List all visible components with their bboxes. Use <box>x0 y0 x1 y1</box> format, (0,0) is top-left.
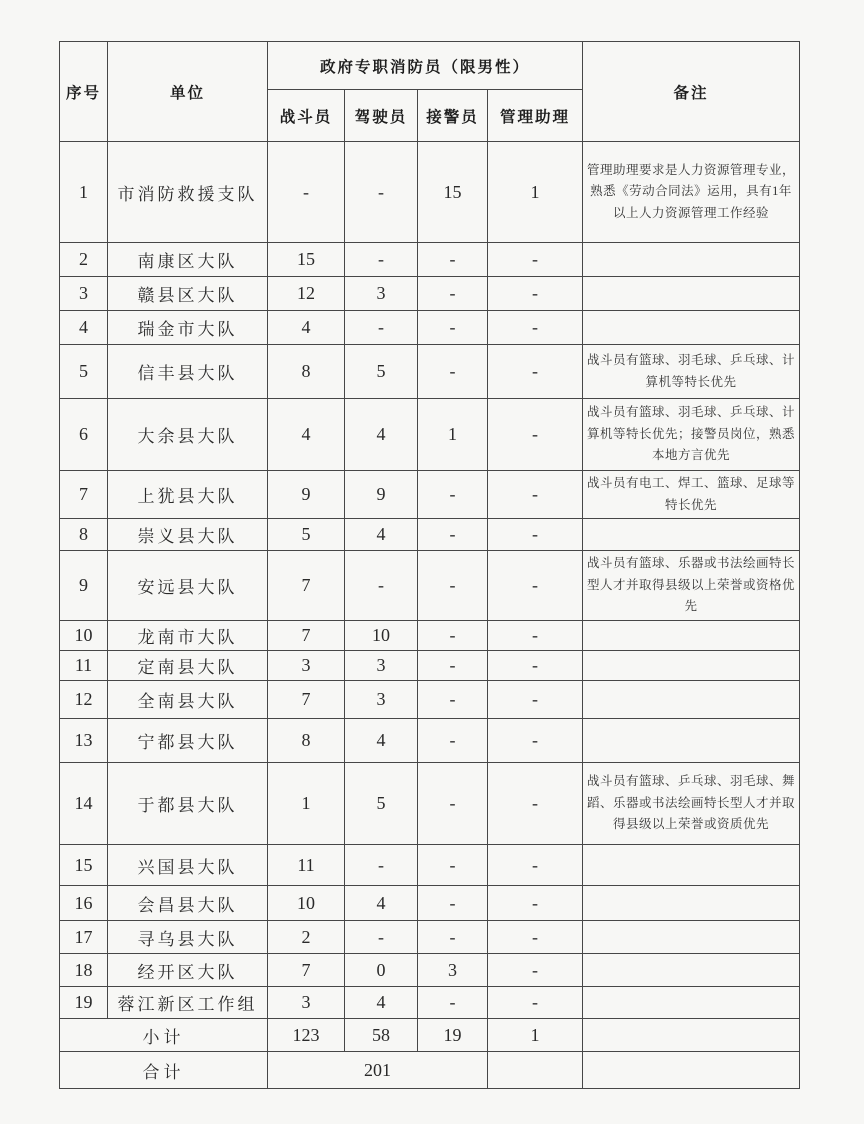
cell-unit: 于都县大队 <box>108 763 268 845</box>
cell-serial: 7 <box>60 471 108 519</box>
cell-unit: 寻乌县大队 <box>108 921 268 954</box>
cell-serial: 10 <box>60 621 108 651</box>
cell-remark <box>583 719 800 763</box>
cell-driver: 10 <box>345 621 418 651</box>
cell-assistant: - <box>488 845 583 886</box>
cell-driver: 4 <box>345 987 418 1019</box>
cell-driver: 4 <box>345 519 418 551</box>
cell-dispatcher: - <box>418 763 488 845</box>
cell-combatant: 4 <box>268 311 345 345</box>
cell-unit: 赣县区大队 <box>108 277 268 311</box>
cell-unit: 上犹县大队 <box>108 471 268 519</box>
header-group-title: 政府专职消防员（限男性） <box>268 42 583 90</box>
table-row <box>60 987 800 1019</box>
cell-remark: 战斗员有电工、焊工、篮球、足球等特长优先 <box>583 471 800 519</box>
table-row <box>60 345 800 399</box>
table-row <box>60 681 800 719</box>
cell-driver: 4 <box>345 719 418 763</box>
cell-unit: 会昌县大队 <box>108 886 268 921</box>
cell-dispatcher: - <box>418 921 488 954</box>
cell-unit: 市消防救援支队 <box>108 142 268 243</box>
cell-assistant: - <box>488 651 583 681</box>
cell-remark <box>583 987 800 1019</box>
cell-driver: 9 <box>345 471 418 519</box>
cell-serial: 17 <box>60 921 108 954</box>
cell-driver: 0 <box>345 954 418 987</box>
cell-serial: 14 <box>60 763 108 845</box>
cell-unit: 龙南市大队 <box>108 621 268 651</box>
cell-driver: - <box>345 921 418 954</box>
cell-assistant: - <box>488 954 583 987</box>
table-row <box>60 621 800 651</box>
cell-dispatcher: - <box>418 621 488 651</box>
cell-dispatcher: 1 <box>418 399 488 471</box>
cell-dispatcher: - <box>418 681 488 719</box>
cell-serial: 1 <box>60 142 108 243</box>
firefighter-recruitment-quota-table <box>59 41 800 1089</box>
subtotal-driver: 58 <box>345 1019 418 1052</box>
header-assistant: 管理助理 <box>488 90 583 142</box>
total-value: 201 <box>268 1052 488 1089</box>
cell-unit: 安远县大队 <box>108 551 268 621</box>
cell-dispatcher: - <box>418 987 488 1019</box>
cell-driver: 4 <box>345 886 418 921</box>
cell-combatant: 8 <box>268 345 345 399</box>
subtotal-combatant: 123 <box>268 1019 345 1052</box>
cell-driver: - <box>345 311 418 345</box>
cell-serial: 8 <box>60 519 108 551</box>
cell-remark <box>583 921 800 954</box>
cell-assistant: - <box>488 243 583 277</box>
cell-assistant: - <box>488 886 583 921</box>
cell-combatant: 7 <box>268 551 345 621</box>
cell-assistant: - <box>488 311 583 345</box>
cell-serial: 15 <box>60 845 108 886</box>
cell-driver: - <box>345 142 418 243</box>
cell-combatant: 12 <box>268 277 345 311</box>
cell-combatant: 3 <box>268 651 345 681</box>
cell-serial: 11 <box>60 651 108 681</box>
cell-driver: 5 <box>345 345 418 399</box>
cell-dispatcher: - <box>418 519 488 551</box>
cell-dispatcher: - <box>418 845 488 886</box>
cell-combatant: 4 <box>268 399 345 471</box>
cell-remark <box>583 519 800 551</box>
table-row <box>60 763 800 845</box>
cell-combatant: 7 <box>268 621 345 651</box>
table-row <box>60 886 800 921</box>
cell-dispatcher: - <box>418 886 488 921</box>
cell-serial: 2 <box>60 243 108 277</box>
header-driver: 驾驶员 <box>345 90 418 142</box>
cell-combatant: 15 <box>268 243 345 277</box>
header-serial: 序号 <box>60 42 108 142</box>
table-row <box>60 311 800 345</box>
cell-combatant: - <box>268 142 345 243</box>
table-row <box>60 243 800 277</box>
cell-assistant: - <box>488 519 583 551</box>
cell-remark: 战斗员有篮球、羽毛球、乒乓球、计算机等特长优先；接警员岗位，熟悉本地方言优先 <box>583 399 800 471</box>
subtotal-remark <box>583 1019 800 1052</box>
cell-remark <box>583 845 800 886</box>
cell-driver: - <box>345 243 418 277</box>
cell-unit: 瑞金市大队 <box>108 311 268 345</box>
table-header <box>60 42 800 142</box>
cell-assistant: - <box>488 621 583 651</box>
cell-assistant: - <box>488 551 583 621</box>
cell-remark <box>583 681 800 719</box>
cell-unit: 信丰县大队 <box>108 345 268 399</box>
cell-assistant: - <box>488 471 583 519</box>
cell-remark: 管理助理要求是人力资源管理专业，熟悉《劳动合同法》运用，具有1年以上人力资源管理工作经验 <box>583 142 800 243</box>
header-row-group <box>60 42 800 90</box>
cell-unit: 蓉江新区工作组 <box>108 987 268 1019</box>
cell-unit: 经开区大队 <box>108 954 268 987</box>
table-row <box>60 519 800 551</box>
cell-serial: 3 <box>60 277 108 311</box>
cell-dispatcher: - <box>418 311 488 345</box>
cell-remark <box>583 277 800 311</box>
cell-dispatcher: 15 <box>418 142 488 243</box>
cell-assistant: - <box>488 987 583 1019</box>
cell-driver: 4 <box>345 399 418 471</box>
table-row <box>60 845 800 886</box>
cell-assistant: - <box>488 277 583 311</box>
table-row <box>60 651 800 681</box>
cell-combatant: 8 <box>268 719 345 763</box>
cell-combatant: 5 <box>268 519 345 551</box>
cell-remark <box>583 311 800 345</box>
cell-unit: 大余县大队 <box>108 399 268 471</box>
cell-serial: 6 <box>60 399 108 471</box>
total-row <box>60 1052 800 1089</box>
cell-serial: 5 <box>60 345 108 399</box>
cell-combatant: 1 <box>268 763 345 845</box>
cell-unit: 定南县大队 <box>108 651 268 681</box>
cell-dispatcher: 3 <box>418 954 488 987</box>
cell-assistant: - <box>488 345 583 399</box>
cell-assistant: - <box>488 399 583 471</box>
total-assistant <box>488 1052 583 1089</box>
cell-remark: 战斗员有篮球、羽毛球、乒乓球、计算机等特长优先 <box>583 345 800 399</box>
cell-unit: 兴国县大队 <box>108 845 268 886</box>
cell-assistant: - <box>488 763 583 845</box>
cell-remark <box>583 954 800 987</box>
cell-dispatcher: - <box>418 551 488 621</box>
cell-remark <box>583 243 800 277</box>
cell-combatant: 3 <box>268 987 345 1019</box>
table-row <box>60 277 800 311</box>
cell-driver: - <box>345 551 418 621</box>
cell-assistant: - <box>488 719 583 763</box>
subtotal-assistant: 1 <box>488 1019 583 1052</box>
cell-driver: 3 <box>345 681 418 719</box>
table-row <box>60 719 800 763</box>
cell-combatant: 11 <box>268 845 345 886</box>
cell-remark <box>583 886 800 921</box>
subtotal-row <box>60 1019 800 1052</box>
cell-dispatcher: - <box>418 719 488 763</box>
cell-driver: 3 <box>345 651 418 681</box>
table-row <box>60 954 800 987</box>
table-row <box>60 399 800 471</box>
cell-driver: - <box>345 845 418 886</box>
cell-serial: 12 <box>60 681 108 719</box>
cell-remark <box>583 651 800 681</box>
header-remark: 备注 <box>583 42 800 142</box>
cell-unit: 全南县大队 <box>108 681 268 719</box>
cell-dispatcher: - <box>418 471 488 519</box>
table-row <box>60 142 800 243</box>
cell-unit: 宁都县大队 <box>108 719 268 763</box>
cell-combatant: 10 <box>268 886 345 921</box>
cell-combatant: 7 <box>268 681 345 719</box>
total-remark <box>583 1052 800 1089</box>
cell-combatant: 9 <box>268 471 345 519</box>
header-combatant: 战斗员 <box>268 90 345 142</box>
cell-unit: 南康区大队 <box>108 243 268 277</box>
cell-combatant: 2 <box>268 921 345 954</box>
cell-driver: 5 <box>345 763 418 845</box>
cell-serial: 19 <box>60 987 108 1019</box>
cell-unit: 崇义县大队 <box>108 519 268 551</box>
cell-assistant: - <box>488 681 583 719</box>
cell-remark: 战斗员有篮球、乒乓球、羽毛球、舞蹈、乐器或书法绘画特长型人才并取得县级以上荣誉或资质优先 <box>583 763 800 845</box>
table-row <box>60 471 800 519</box>
cell-serial: 9 <box>60 551 108 621</box>
subtotal-label: 小计 <box>60 1019 268 1052</box>
table-row <box>60 551 800 621</box>
cell-driver: 3 <box>345 277 418 311</box>
header-unit: 单位 <box>108 42 268 142</box>
scanned-document-page <box>59 41 799 1089</box>
cell-remark: 战斗员有篮球、乐器或书法绘画特长型人才并取得县级以上荣誉或资格优先 <box>583 551 800 621</box>
cell-dispatcher: - <box>418 651 488 681</box>
cell-serial: 13 <box>60 719 108 763</box>
total-label: 合计 <box>60 1052 268 1089</box>
cell-remark <box>583 621 800 651</box>
cell-combatant: 7 <box>268 954 345 987</box>
cell-dispatcher: - <box>418 243 488 277</box>
cell-dispatcher: - <box>418 345 488 399</box>
cell-assistant: 1 <box>488 142 583 243</box>
table-body <box>60 142 800 1089</box>
cell-serial: 18 <box>60 954 108 987</box>
cell-assistant: - <box>488 921 583 954</box>
cell-serial: 4 <box>60 311 108 345</box>
subtotal-dispatcher: 19 <box>418 1019 488 1052</box>
cell-dispatcher: - <box>418 277 488 311</box>
header-dispatcher: 接警员 <box>418 90 488 142</box>
table-row <box>60 921 800 954</box>
cell-serial: 16 <box>60 886 108 921</box>
